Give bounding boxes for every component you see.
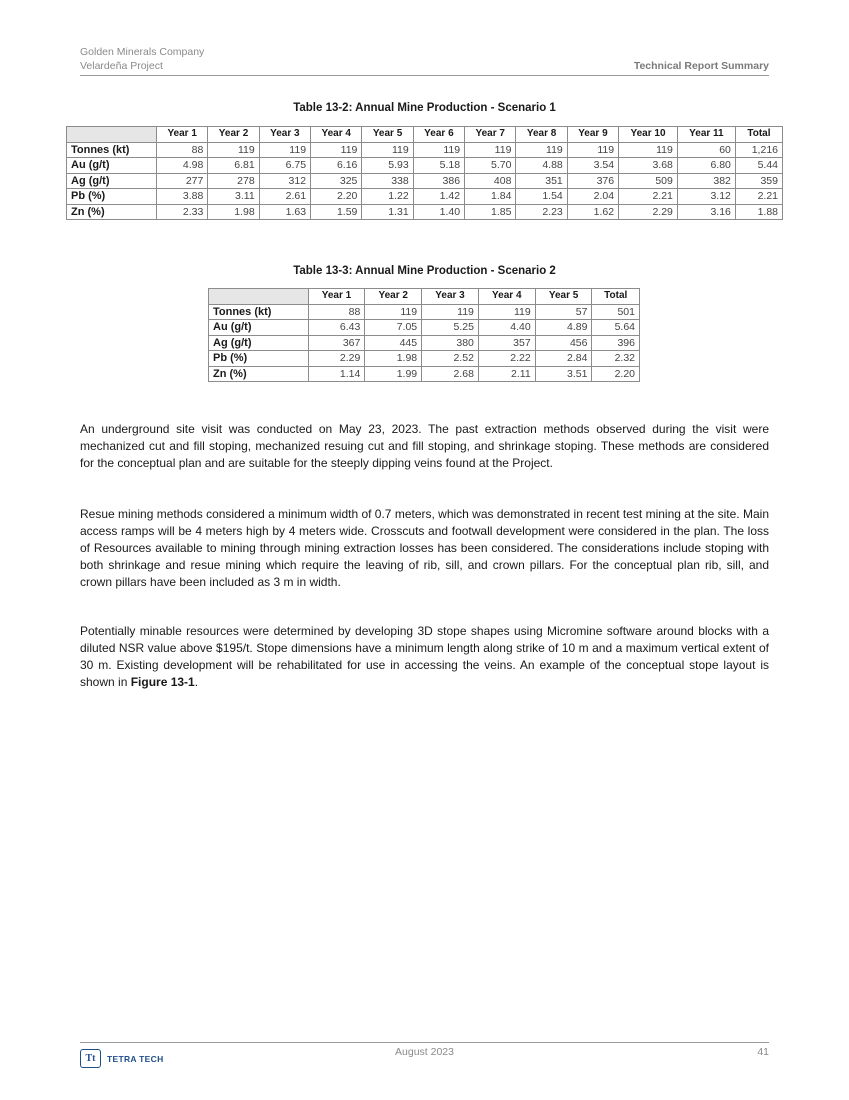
table2-caption: Table 13-3: Annual Mine Production - Scenario 2 bbox=[293, 265, 556, 277]
table-cell: 1.42 bbox=[413, 189, 464, 205]
table-cell: 2.29 bbox=[619, 204, 678, 220]
table-cell: 1.14 bbox=[308, 366, 365, 382]
table-cell: 1.62 bbox=[567, 204, 618, 220]
production-table-scenario2 bbox=[208, 288, 640, 382]
table-cell: 119 bbox=[422, 304, 479, 320]
table-row bbox=[209, 335, 640, 351]
column-header: Year 1 bbox=[157, 127, 208, 143]
table1-caption: Table 13-2: Annual Mine Production - Scenario 1 bbox=[293, 102, 556, 114]
table-cell: 119 bbox=[465, 142, 516, 158]
table-cell: 4.40 bbox=[478, 320, 535, 336]
table-row bbox=[209, 320, 640, 336]
column-header: Year 11 bbox=[677, 127, 735, 143]
table-cell: 367 bbox=[308, 335, 365, 351]
table-cell: 88 bbox=[308, 304, 365, 320]
paragraph-resue-mining: Resue mining methods considered a minimum width of 0.7 meters, which was demonstrated in recent test mining at the site. Main access ramps will be 4 meters high by 4 meters wide. Crosscuts and footwall development were considered in the plan. The loss of Resources available to mining through mining extraction losses has been considered. The considerations include stoping with both shrinkage and resue mining which require the leaving of rib, sill, and crown pillars. For the conceptual plan rib, sill, and crown pillars have been included as 3 m in width. bbox=[80, 507, 769, 589]
table-cell: 2.23 bbox=[516, 204, 567, 220]
table-corner-cell bbox=[67, 127, 157, 143]
row-label: Pb (%) bbox=[209, 351, 309, 367]
table-cell: 119 bbox=[478, 304, 535, 320]
table-cell: 5.44 bbox=[735, 158, 782, 174]
table-cell: 1.98 bbox=[365, 351, 422, 367]
column-header: Year 5 bbox=[362, 127, 413, 143]
table-cell: 351 bbox=[516, 173, 567, 189]
paragraph-text: Potentially minable resources were determined by developing 3D stope shapes using Micromine software around blocks with a diluted NSR value above $195/t. Stope dimensions have a minimum length along strike of 10 m and a maximum vertical extent of 30 m. Existing development will be rehabilitated for use in accessing the veins. An example of the conceptual stope layout is shown in bbox=[80, 624, 769, 689]
column-header: Year 4 bbox=[478, 289, 535, 305]
table-cell: 386 bbox=[413, 173, 464, 189]
page-number: 41 bbox=[757, 1046, 769, 1058]
table-cell: 6.16 bbox=[311, 158, 362, 174]
row-label: Zn (%) bbox=[67, 204, 157, 220]
table-cell: 1.54 bbox=[516, 189, 567, 205]
row-label: Tonnes (kt) bbox=[209, 304, 309, 320]
column-header: Year 2 bbox=[208, 127, 259, 143]
table-cell: 380 bbox=[422, 335, 479, 351]
table-cell: 5.18 bbox=[413, 158, 464, 174]
company-name: Golden Minerals Company bbox=[80, 46, 205, 58]
table-cell: 7.05 bbox=[365, 320, 422, 336]
table-cell: 4.89 bbox=[535, 320, 592, 336]
table-cell: 1.98 bbox=[208, 204, 259, 220]
table-cell: 382 bbox=[677, 173, 735, 189]
table-row bbox=[67, 142, 783, 158]
table-cell: 3.12 bbox=[677, 189, 735, 205]
table-cell: 1.84 bbox=[465, 189, 516, 205]
table-cell: 4.98 bbox=[157, 158, 208, 174]
table-corner-cell bbox=[209, 289, 309, 305]
page-header bbox=[80, 45, 769, 76]
table-row bbox=[67, 204, 783, 220]
row-label: Tonnes (kt) bbox=[67, 142, 157, 158]
column-header: Year 4 bbox=[311, 127, 362, 143]
footer-date: August 2023 bbox=[395, 1046, 454, 1058]
table-row bbox=[209, 304, 640, 320]
table-cell: 3.54 bbox=[567, 158, 618, 174]
table-cell: 2.68 bbox=[422, 366, 479, 382]
table-cell: 1.31 bbox=[362, 204, 413, 220]
table-cell: 509 bbox=[619, 173, 678, 189]
table-cell: 2.61 bbox=[259, 189, 310, 205]
column-header: Total bbox=[735, 127, 782, 143]
table-cell: 119 bbox=[208, 142, 259, 158]
column-header: Year 1 bbox=[308, 289, 365, 305]
column-header: Year 10 bbox=[619, 127, 678, 143]
table-cell: 3.88 bbox=[157, 189, 208, 205]
table-cell: 2.29 bbox=[308, 351, 365, 367]
table-cell: 2.11 bbox=[478, 366, 535, 382]
table-cell: 5.64 bbox=[592, 320, 640, 336]
table-cell: 119 bbox=[567, 142, 618, 158]
production-table-scenario1 bbox=[66, 126, 783, 220]
paragraph-end: . bbox=[194, 675, 199, 689]
column-header: Year 8 bbox=[516, 127, 567, 143]
table-cell: 119 bbox=[365, 304, 422, 320]
row-label: Pb (%) bbox=[67, 189, 157, 205]
table-cell: 338 bbox=[362, 173, 413, 189]
table-row bbox=[67, 158, 783, 174]
table-cell: 2.04 bbox=[567, 189, 618, 205]
paragraph-site-visit: An underground site visit was conducted on May 23, 2023. The past extraction methods observed during the visit were mechanized cut and fill stoping, mechanized resuing cut and fill stoping, and shrinkage stoping. These methods are considered for the conceptual plan and are suitable for the steeply dipping veins found at the Project. bbox=[80, 422, 769, 470]
table-cell: 1,216 bbox=[735, 142, 782, 158]
table-cell: 6.75 bbox=[259, 158, 310, 174]
table-row bbox=[67, 189, 783, 205]
table-cell: 119 bbox=[516, 142, 567, 158]
table-cell: 60 bbox=[677, 142, 735, 158]
table-cell: 376 bbox=[567, 173, 618, 189]
row-label: Ag (g/t) bbox=[67, 173, 157, 189]
table-cell: 4.88 bbox=[516, 158, 567, 174]
tetra-tech-logo-icon: Tt bbox=[80, 1049, 101, 1068]
table-cell: 119 bbox=[619, 142, 678, 158]
table-cell: 119 bbox=[311, 142, 362, 158]
table-cell: 3.16 bbox=[677, 204, 735, 220]
table-cell: 6.80 bbox=[677, 158, 735, 174]
table-cell: 2.52 bbox=[422, 351, 479, 367]
table-cell: 1.99 bbox=[365, 366, 422, 382]
table-cell: 2.22 bbox=[478, 351, 535, 367]
table-cell: 6.43 bbox=[308, 320, 365, 336]
table-cell: 1.63 bbox=[259, 204, 310, 220]
table-cell: 1.59 bbox=[311, 204, 362, 220]
table-row bbox=[209, 366, 640, 382]
row-label: Ag (g/t) bbox=[209, 335, 309, 351]
table-cell: 2.20 bbox=[592, 366, 640, 382]
row-label: Au (g/t) bbox=[67, 158, 157, 174]
table-cell: 88 bbox=[157, 142, 208, 158]
column-header: Year 3 bbox=[259, 127, 310, 143]
table-cell: 3.51 bbox=[535, 366, 592, 382]
table-cell: 6.81 bbox=[208, 158, 259, 174]
table-cell: 2.84 bbox=[535, 351, 592, 367]
table-cell: 5.25 bbox=[422, 320, 479, 336]
column-header: Year 5 bbox=[535, 289, 592, 305]
row-label: Zn (%) bbox=[209, 366, 309, 382]
page-footer bbox=[80, 1042, 769, 1073]
column-header: Year 9 bbox=[567, 127, 618, 143]
table-cell: 5.70 bbox=[465, 158, 516, 174]
row-label: Au (g/t) bbox=[209, 320, 309, 336]
table-cell: 278 bbox=[208, 173, 259, 189]
paragraph-stope-shapes bbox=[80, 623, 769, 691]
table-cell: 119 bbox=[413, 142, 464, 158]
figure-reference-link[interactable]: Figure 13-1 bbox=[130, 675, 195, 689]
table-cell: 408 bbox=[465, 173, 516, 189]
table-cell: 501 bbox=[592, 304, 640, 320]
table-cell: 2.21 bbox=[735, 189, 782, 205]
table-row bbox=[209, 351, 640, 367]
table-cell: 357 bbox=[478, 335, 535, 351]
column-header: Total bbox=[592, 289, 640, 305]
table-cell: 445 bbox=[365, 335, 422, 351]
table-cell: 2.20 bbox=[311, 189, 362, 205]
table-cell: 5.93 bbox=[362, 158, 413, 174]
table-cell: 1.22 bbox=[362, 189, 413, 205]
table-cell: 3.11 bbox=[208, 189, 259, 205]
table-cell: 3.68 bbox=[619, 158, 678, 174]
column-header: Year 6 bbox=[413, 127, 464, 143]
column-header: Year 2 bbox=[365, 289, 422, 305]
table-row bbox=[67, 173, 783, 189]
table-cell: 57 bbox=[535, 304, 592, 320]
table-cell: 456 bbox=[535, 335, 592, 351]
table-cell: 312 bbox=[259, 173, 310, 189]
table-cell: 359 bbox=[735, 173, 782, 189]
table-cell: 396 bbox=[592, 335, 640, 351]
table-cell: 2.32 bbox=[592, 351, 640, 367]
table-cell: 1.88 bbox=[735, 204, 782, 220]
project-name: Velardeña Project bbox=[80, 60, 163, 72]
table-cell: 2.21 bbox=[619, 189, 678, 205]
report-type: Technical Report Summary bbox=[633, 60, 769, 72]
table-cell: 1.85 bbox=[465, 204, 516, 220]
table-cell: 119 bbox=[362, 142, 413, 158]
table-cell: 1.40 bbox=[413, 204, 464, 220]
table-cell: 325 bbox=[311, 173, 362, 189]
table-cell: 2.33 bbox=[157, 204, 208, 220]
table-cell: 277 bbox=[157, 173, 208, 189]
column-header: Year 3 bbox=[422, 289, 479, 305]
logo-text: TETRA TECH bbox=[107, 1053, 164, 1064]
column-header: Year 7 bbox=[465, 127, 516, 143]
table-cell: 119 bbox=[259, 142, 310, 158]
